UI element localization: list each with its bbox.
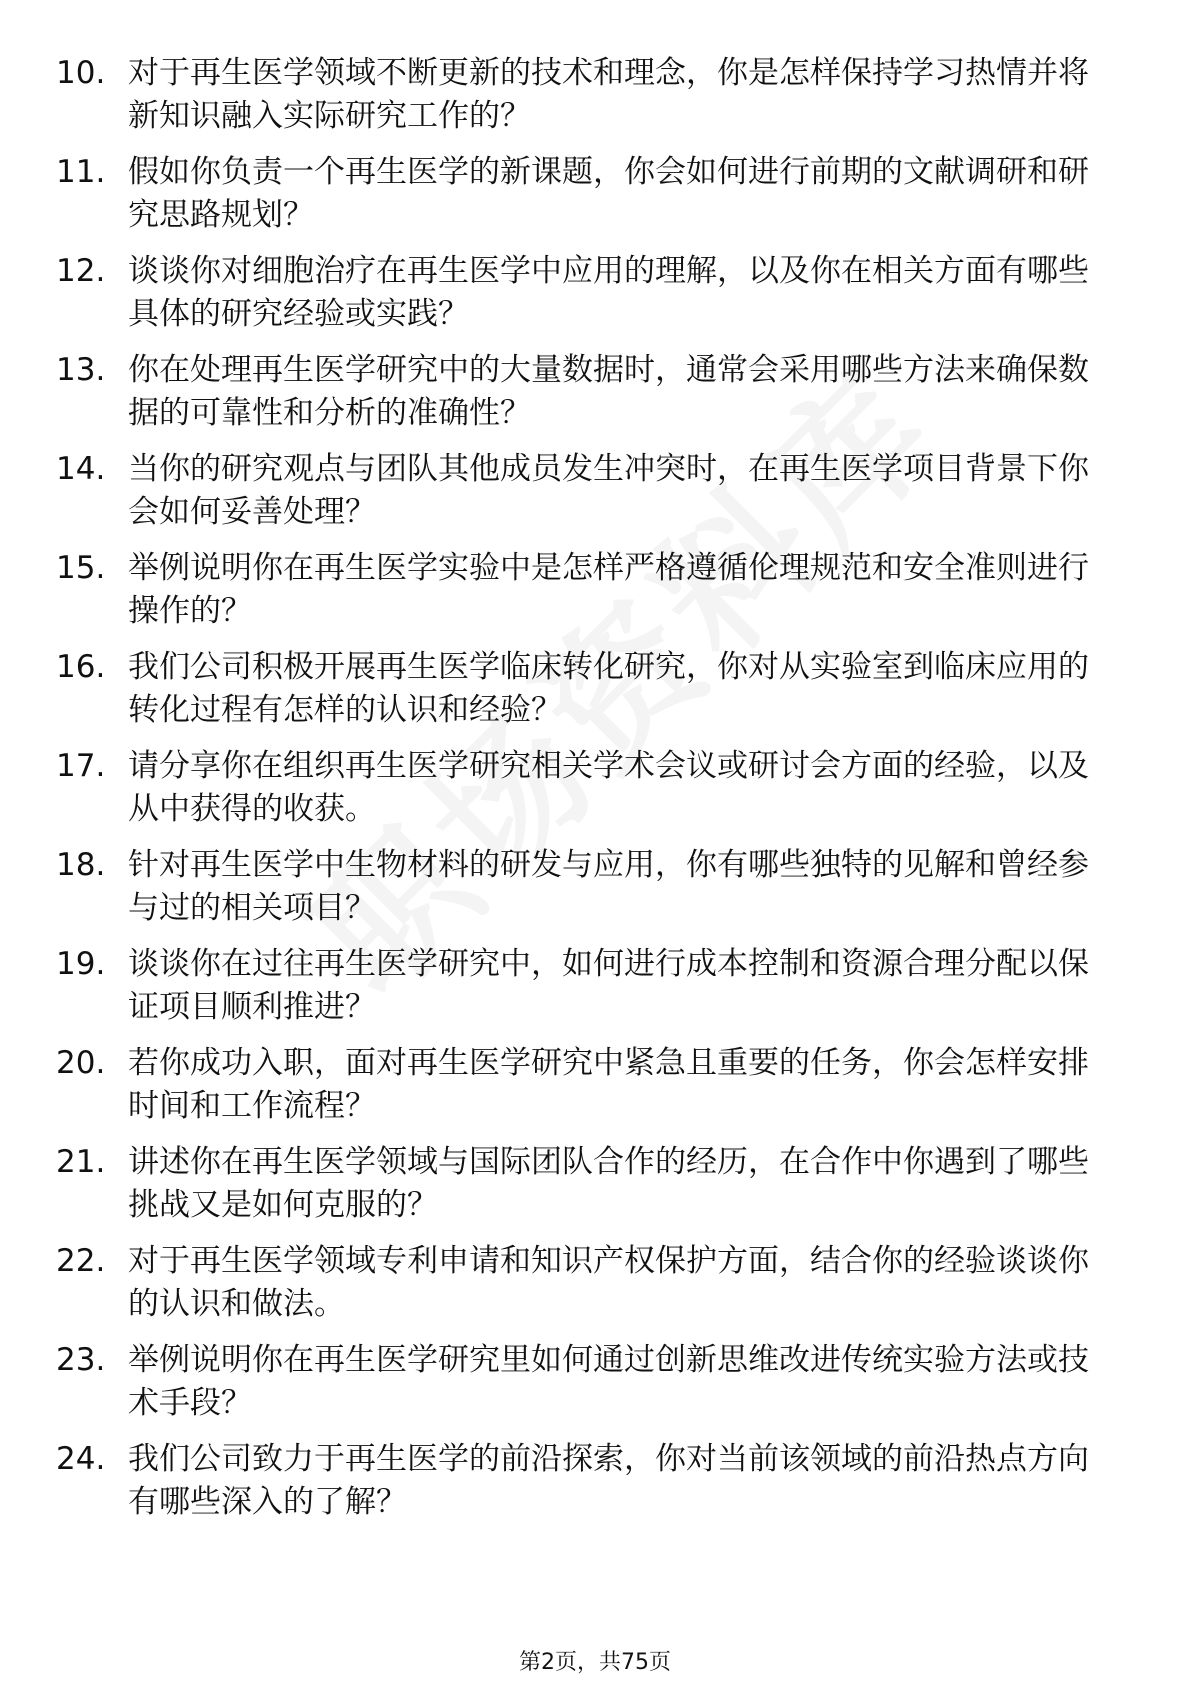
question-text: 对于再生医学领域专利申请和知识产权保护方面，结合你的经验谈谈你的认识和做法。 <box>128 1243 1089 1322</box>
question-number: 11. <box>56 154 106 190</box>
question-number: 19. <box>56 946 106 982</box>
question-number: 23. <box>56 1342 106 1378</box>
question-text: 讲述你在再生医学领域与国际团队合作的经历，在合作中你遇到了哪些挑战又是如何克服的？ <box>128 1144 1089 1223</box>
question-text: 你在处理再生医学研究中的大量数据时，通常会采用哪些方法来确保数据的可靠性和分析的准确性？ <box>128 352 1089 431</box>
question-item <box>56 1438 1106 1524</box>
question-text: 谈谈你对细胞治疗在再生医学中应用的理解，以及你在相关方面有哪些具体的研究经验或实践？ <box>128 253 1089 332</box>
question-item <box>56 52 1106 138</box>
question-text: 我们公司积极开展再生医学临床转化研究，你对从实验室到临床应用的转化过程有怎样的认识和经验？ <box>128 649 1089 728</box>
question-text: 我们公司致力于再生医学的前沿探索，你对当前该领域的前沿热点方向有哪些深入的了解？ <box>128 1441 1089 1520</box>
question-number: 16. <box>56 649 106 685</box>
question-number: 17. <box>56 748 106 784</box>
question-item <box>56 547 1106 633</box>
question-text: 举例说明你在再生医学实验中是怎样严格遵循伦理规范和安全准则进行操作的？ <box>128 550 1089 629</box>
question-text: 对于再生医学领域不断更新的技术和理念，你是怎样保持学习热情并将新知识融入实际研究工作的？ <box>128 55 1089 134</box>
question-item <box>56 151 1106 237</box>
question-text: 当你的研究观点与团队其他成员发生冲突时，在再生医学项目背景下你会如何妥善处理？ <box>128 451 1089 530</box>
question-text: 假如你负责一个再生医学的新课题，你会如何进行前期的文献调研和研究思路规划？ <box>128 154 1089 233</box>
question-number: 12. <box>56 253 106 289</box>
question-item <box>56 1240 1106 1326</box>
question-item <box>56 1042 1106 1128</box>
question-number: 13. <box>56 352 106 388</box>
question-number: 10. <box>56 55 106 91</box>
question-number: 21. <box>56 1144 106 1180</box>
question-item <box>56 844 1106 930</box>
question-number: 24. <box>56 1441 106 1477</box>
question-number: 18. <box>56 847 106 883</box>
question-list <box>56 52 1106 1537</box>
question-number: 22. <box>56 1243 106 1279</box>
question-item <box>56 448 1106 534</box>
question-item <box>56 1141 1106 1227</box>
question-item <box>56 349 1106 435</box>
question-item <box>56 745 1106 831</box>
question-item <box>56 943 1106 1029</box>
question-text: 若你成功入职，面对再生医学研究中紧急且重要的任务，你会怎样安排时间和工作流程？ <box>128 1045 1089 1124</box>
question-item <box>56 1339 1106 1425</box>
question-item <box>56 646 1106 732</box>
question-number: 15. <box>56 550 106 586</box>
question-text: 谈谈你在过往再生医学研究中，如何进行成本控制和资源合理分配以保证项目顺利推进？ <box>128 946 1089 1025</box>
question-number: 14. <box>56 451 106 487</box>
question-number: 20. <box>56 1045 106 1081</box>
page-indicator: 第2页，共75页 <box>519 1650 671 1675</box>
question-item <box>56 250 1106 336</box>
question-text: 针对再生医学中生物材料的研发与应用，你有哪些独特的见解和曾经参与过的相关项目？ <box>128 847 1089 926</box>
question-text: 举例说明你在再生医学研究里如何通过创新思维改进传统实验方法或技术手段？ <box>128 1342 1089 1421</box>
question-text: 请分享你在组织再生医学研究相关学术会议或研讨会方面的经验，以及从中获得的收获。 <box>128 748 1089 827</box>
